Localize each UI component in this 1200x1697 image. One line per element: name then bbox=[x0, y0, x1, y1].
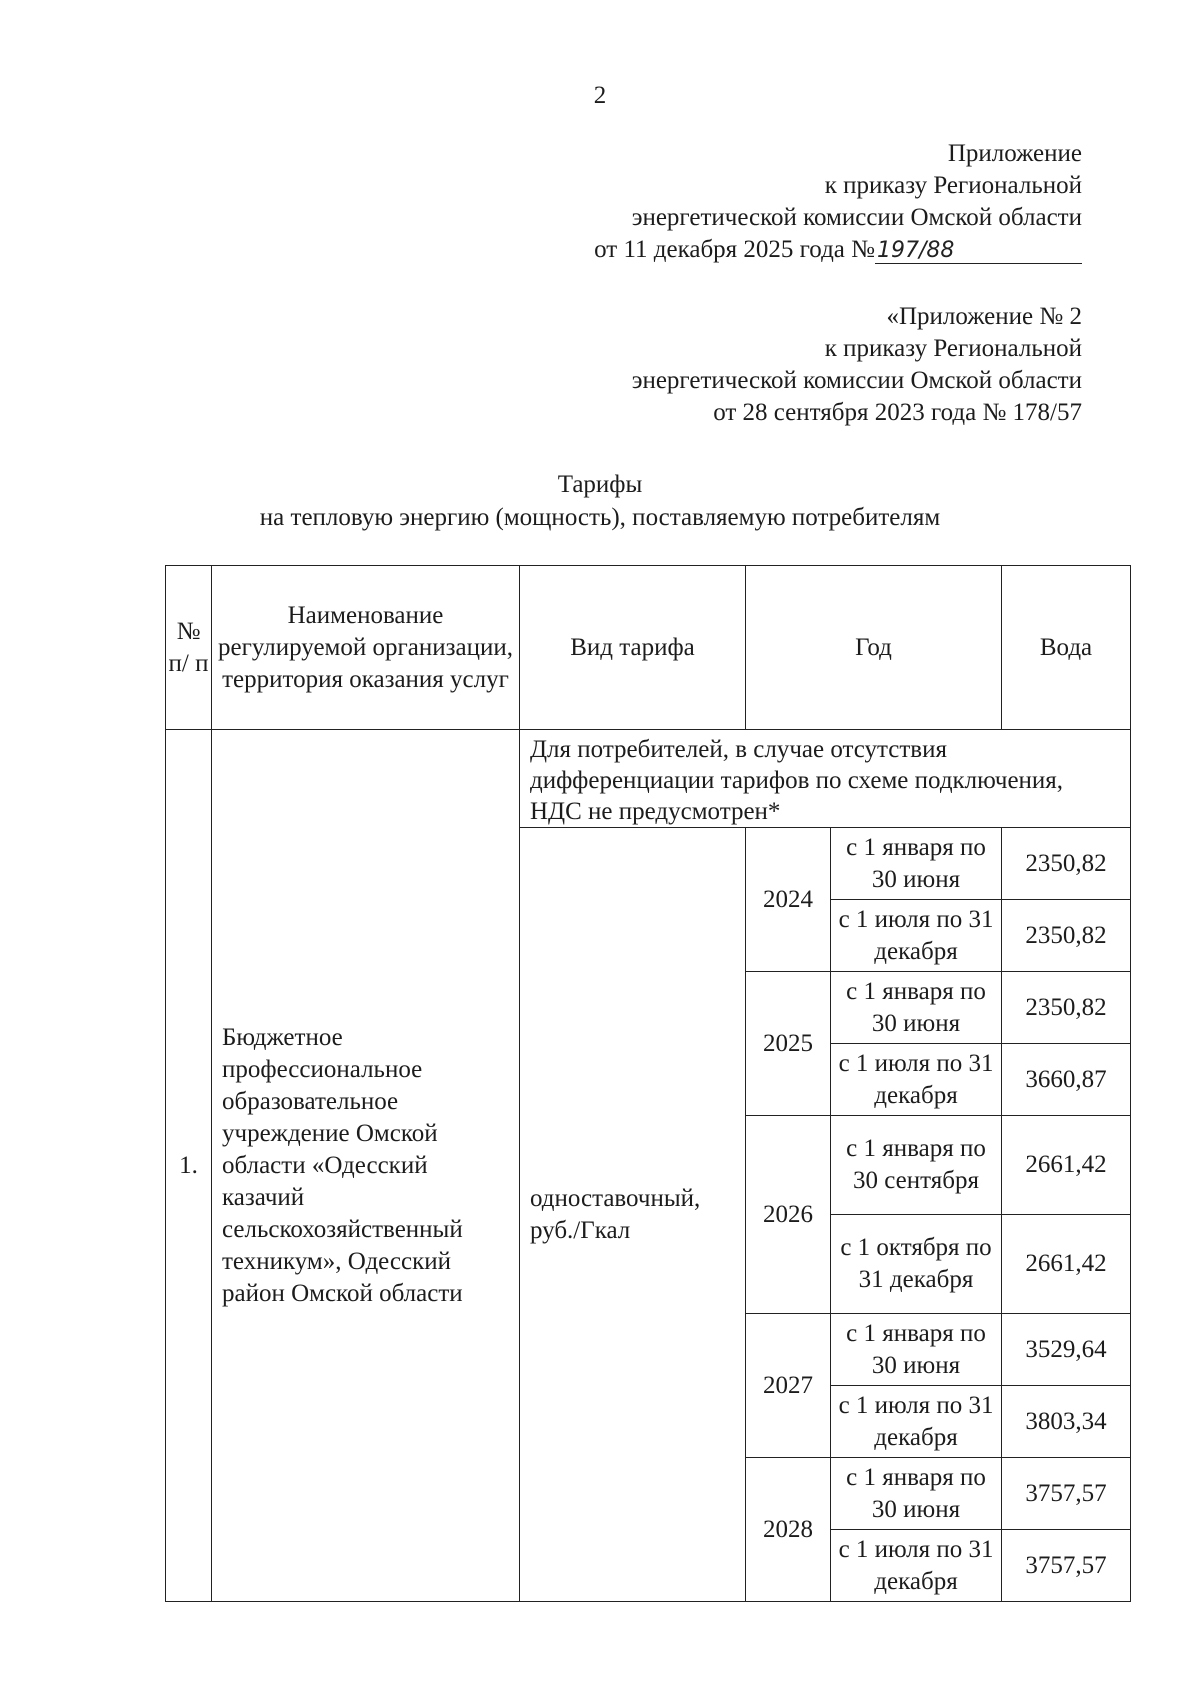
period-cell: с 1 января по 30 июня bbox=[831, 1314, 1002, 1386]
annex-header bbox=[632, 301, 1082, 429]
header-cell-water: Вода bbox=[1002, 566, 1131, 730]
year-cell: 2026 bbox=[746, 1116, 831, 1314]
organization-cell: Бюджетное профессиональное образовательное учреждение Омской области «Одесский казачий сельскохозяйственный техникум», Одесский район Омской области bbox=[212, 730, 520, 1602]
document-title bbox=[0, 468, 1200, 534]
header-cell-number: № п/ п bbox=[166, 566, 212, 730]
appendix-date-prefix: от 11 декабря 2025 года № bbox=[594, 236, 875, 263]
table-subheader-row bbox=[166, 730, 1131, 828]
page-number: 2 bbox=[593, 82, 607, 109]
tariff-value-cell: 3529,64 bbox=[1002, 1314, 1131, 1386]
tariff-value-cell: 2661,42 bbox=[1002, 1116, 1131, 1215]
appendix-header-date-line bbox=[594, 234, 1082, 266]
appendix-header-line: энергетической комиссии Омской области bbox=[631, 204, 1082, 231]
tariff-value-cell: 2350,82 bbox=[1002, 900, 1131, 972]
annex-header-line: от 28 сентября 2023 года № 178/57 bbox=[713, 399, 1082, 426]
period-cell: с 1 июля по 31 декабря bbox=[831, 900, 1002, 972]
year-cell: 2025 bbox=[746, 972, 831, 1116]
tariff-value-cell: 3660,87 bbox=[1002, 1044, 1131, 1116]
consumer-category-subheader: Для потребителей, в случае отсутствия дифференциации тарифов по схеме подключения, НДС не предусмотрен* bbox=[520, 730, 1131, 828]
title-line: на тепловую энергию (мощность), поставляемую потребителям bbox=[259, 504, 941, 531]
tariff-value-cell: 2661,42 bbox=[1002, 1215, 1131, 1314]
header-cell-year: Год bbox=[746, 566, 1002, 730]
period-cell: с 1 января по 30 июня bbox=[831, 828, 1002, 900]
period-cell: с 1 октября по 31 декабря bbox=[831, 1215, 1002, 1314]
period-cell: с 1 января по 30 сентября bbox=[831, 1116, 1002, 1215]
tariff-kind-cell: одноставочный, руб./Гкал bbox=[520, 828, 746, 1602]
annex-header-line: «Приложение № 2 bbox=[886, 303, 1082, 330]
year-cell: 2024 bbox=[746, 828, 831, 972]
period-cell: с 1 июля по 31 декабря bbox=[831, 1044, 1002, 1116]
period-cell: с 1 января по 30 июня bbox=[831, 972, 1002, 1044]
annex-header-line: к приказу Региональной bbox=[824, 335, 1082, 362]
year-cell: 2027 bbox=[746, 1314, 831, 1458]
header-cell-organization: Наименование регулируемой организации, территория оказания услуг bbox=[212, 566, 520, 730]
tariff-value-cell: 3803,34 bbox=[1002, 1386, 1131, 1458]
tariff-value-cell: 3757,57 bbox=[1002, 1530, 1131, 1602]
appendix-header-line: к приказу Региональной bbox=[824, 172, 1082, 199]
period-cell: с 1 января по 30 июня bbox=[831, 1458, 1002, 1530]
year-cell: 2028 bbox=[746, 1458, 831, 1602]
tariff-value-cell: 2350,82 bbox=[1002, 972, 1131, 1044]
period-cell: с 1 июля по 31 декабря bbox=[831, 1386, 1002, 1458]
header-cell-tariff-kind: Вид тарифа bbox=[520, 566, 746, 730]
annex-header-line: энергетической комиссии Омской области bbox=[631, 367, 1082, 394]
handwritten-order-number: 197/88 bbox=[875, 239, 1082, 264]
appendix-header-line: Приложение bbox=[947, 140, 1082, 167]
title-line: Тарифы bbox=[557, 471, 643, 498]
tariff-value-cell: 3757,57 bbox=[1002, 1458, 1131, 1530]
tariff-table bbox=[165, 565, 1131, 1602]
table-header-row bbox=[166, 566, 1131, 730]
period-cell: с 1 июля по 31 декабря bbox=[831, 1530, 1002, 1602]
tariff-value-cell: 2350,82 bbox=[1002, 828, 1131, 900]
row-number-cell: 1. bbox=[166, 730, 212, 1602]
appendix-header bbox=[594, 138, 1082, 266]
